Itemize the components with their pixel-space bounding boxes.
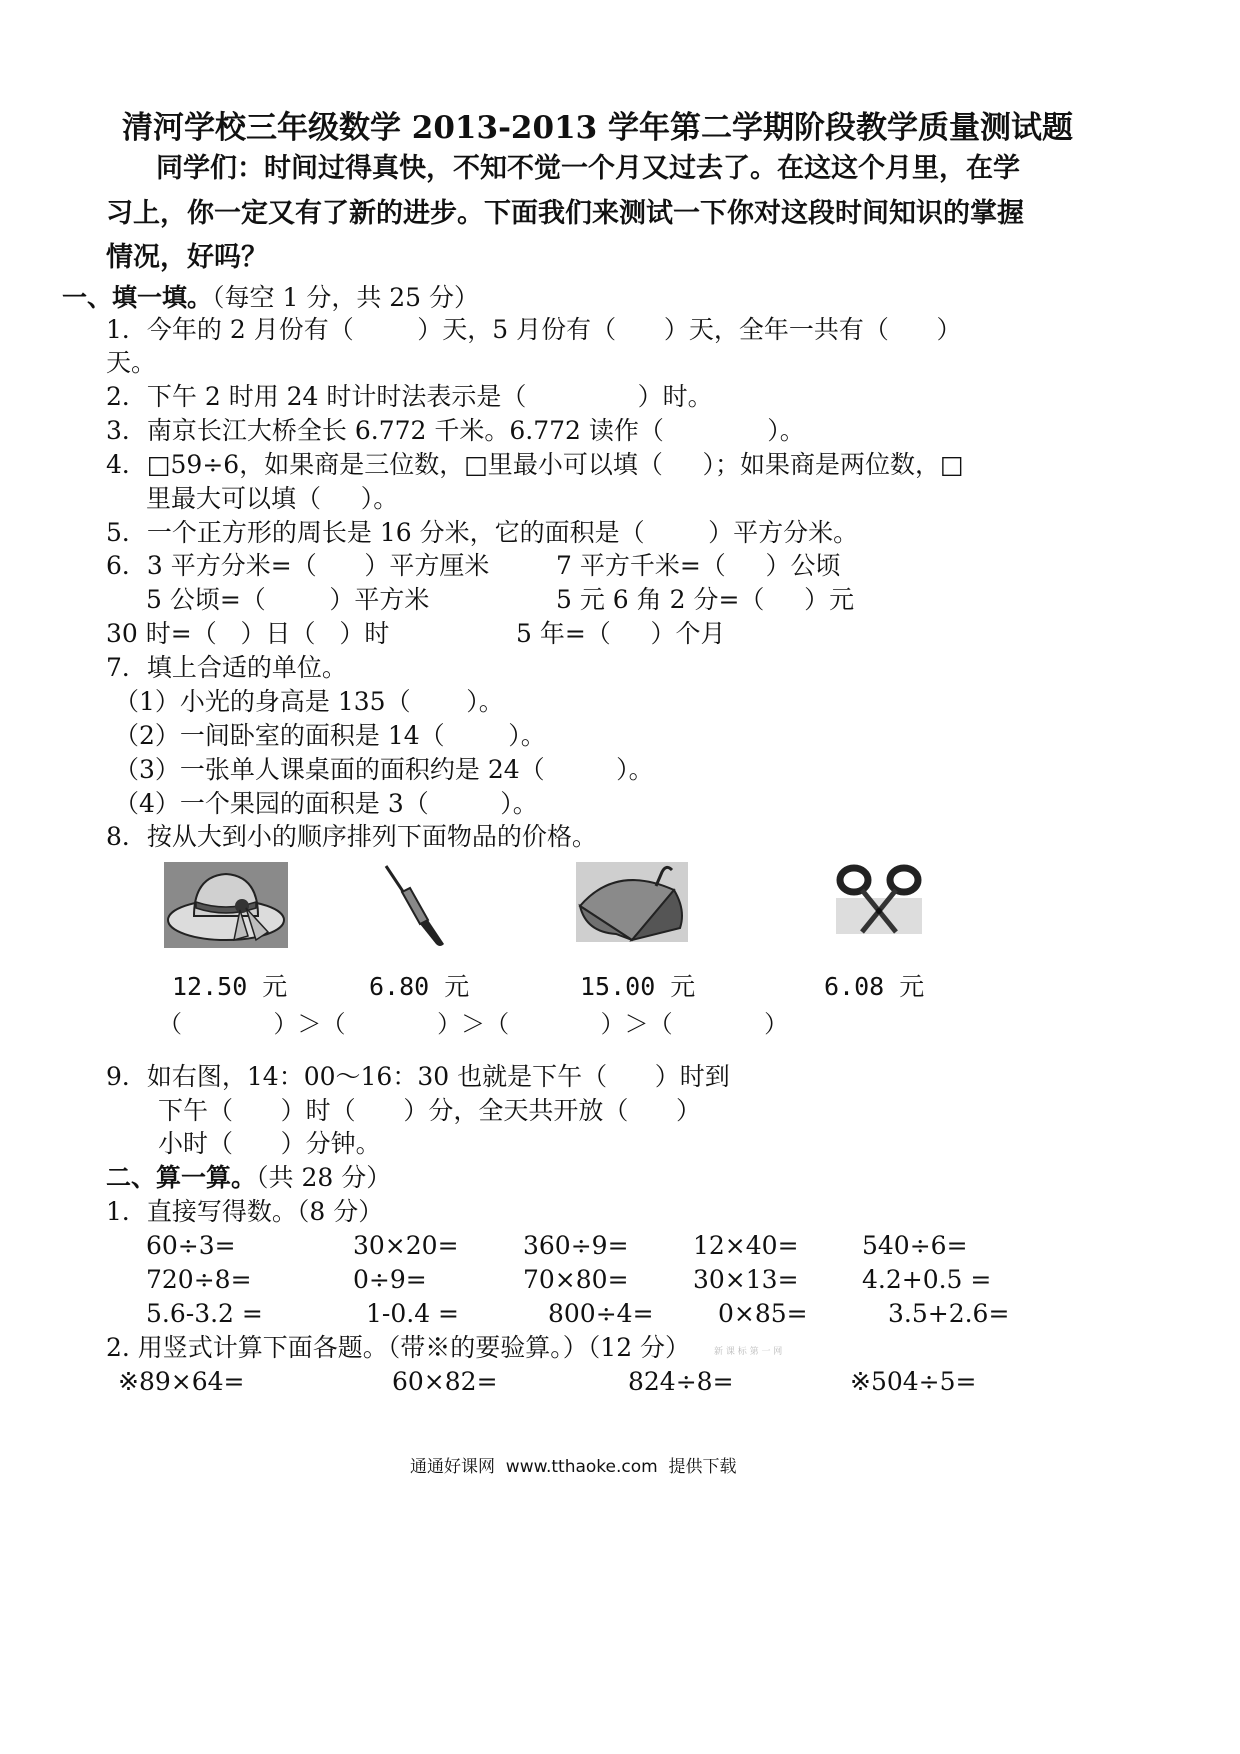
q6-f: 5 年=（ ）个月: [516, 619, 726, 648]
calc-r3-c3: 800÷4=: [548, 1299, 654, 1328]
q6-b: 7 平方千米=（ ）公顷: [556, 551, 841, 580]
footer-source: 通通好课网 www.tthaoke.com 提供下载: [410, 1457, 737, 1477]
mental-math-heading: 1．直接写得数。（8 分）: [106, 1197, 384, 1226]
calc-r3-c2: 1-0.4 =: [366, 1299, 460, 1328]
q3-line: 3．南京长江大桥全长 6.772 千米。6.772 读作（ ）。: [106, 416, 805, 445]
page-title: 清河学校三年级数学 2013-2013 学年第二学期阶段教学质量测试题: [122, 110, 1074, 146]
q7-1: （1）小光的身高是 135（ ）。: [114, 687, 504, 716]
section-1-heading: 一、填一填。（每空 1 分，共 25 分）: [62, 283, 480, 312]
calc-r3-c5: 3.5+2.6=: [888, 1299, 1010, 1328]
calc-r2-c5: 4.2+0.5 =: [862, 1265, 992, 1294]
calc-r2-c2: 0÷9=: [353, 1265, 427, 1294]
umbrella-icon: [576, 862, 688, 942]
calc-r2-c3: 70×80=: [523, 1265, 629, 1294]
q8-line: 8．按从大到小的顺序排列下面物品的价格。: [106, 822, 597, 851]
vertical-calc-4: ※504÷5=: [850, 1367, 977, 1396]
q9-line-3: 小时（ ）分钟。: [158, 1129, 381, 1158]
price-umbrella: 15.00 元: [580, 972, 696, 1001]
q7-3: （3）一张单人课桌面的面积约是 24（ ）。: [114, 755, 654, 784]
calc-r2-c1: 720÷8=: [146, 1265, 252, 1294]
price-paintbrush: 6.80 元: [369, 972, 470, 1001]
q6-d: 5 元 6 角 2 分=（ ）元: [556, 585, 855, 614]
calc-r3-c1: 5.6-3.2 =: [146, 1299, 263, 1328]
calc-r1-c3: 360÷9=: [523, 1231, 629, 1260]
calc-r1-c2: 30×20=: [353, 1231, 459, 1260]
q2-line: 2．下午 2 时用 24 时计时法表示是（ ）时。: [106, 382, 713, 411]
intro-line-3: 情况，好吗？: [106, 242, 268, 273]
section-2-heading: 二、算一算。（共 28 分）: [106, 1163, 392, 1192]
vertical-calc-2: 60×82=: [392, 1367, 498, 1396]
vertical-calc-heading: 2. 用竖式计算下面各题。（带※的要验算。）（12 分）: [106, 1333, 691, 1362]
q9-line-1: 9．如右图，14：00～16：30 也就是下午（ ）时到: [106, 1062, 730, 1091]
hat-icon: [164, 862, 288, 948]
q6-a: 6．3 平方分米=（ ）平方厘米: [106, 551, 490, 580]
price-scissors: 6.08 元: [824, 972, 925, 1001]
intro-line-2: 习上，你一定又有了新的进步。下面我们来测试一下你对这段时间知识的掌握: [106, 198, 1024, 229]
q5-line: 5．一个正方形的周长是 16 分米，它的面积是（ ）平方分米。: [106, 518, 859, 547]
q7-line: 7．填上合适的单位。: [106, 653, 347, 682]
price-order-line: （ ）＞（ ）＞（ ）＞（ ）: [158, 1010, 789, 1038]
vertical-calc-1: ※89×64=: [118, 1367, 245, 1396]
q6-c: 5 公顷=（ ）平方米: [146, 585, 430, 614]
scissors-icon: [836, 862, 922, 934]
calc-r1-c5: 540÷6=: [862, 1231, 968, 1260]
price-hat: 12.50 元: [172, 972, 288, 1001]
q1-line: 1．今年的 2 月份有（ ）天，5 月份有（ ）天，全年一共有（ ）: [106, 315, 962, 344]
intro-line-1: 同学们：时间过得真快，不知不觉一个月又过去了。在这这个月里，在学: [156, 153, 1020, 184]
calc-r1-c1: 60÷3=: [146, 1231, 236, 1260]
calc-r1-c4: 12×40=: [693, 1231, 799, 1260]
calc-r2-c4: 30×13=: [693, 1265, 799, 1294]
calc-r3-c4: 0×85=: [718, 1299, 808, 1328]
q9-line-2: 下午（ ）时（ ）分，全天共开放（ ）: [158, 1096, 702, 1125]
q1-line-cont: 天。: [106, 348, 157, 377]
paintbrush-icon: [380, 862, 450, 948]
q6-e: 30 时=（ ）日（ ）时: [106, 619, 390, 648]
q4-line-cont: 里最大可以填（ ）。: [146, 484, 399, 513]
vertical-calc-3: 824÷8=: [628, 1367, 734, 1396]
small-watermark-text: 新 课 标 第 一 网: [714, 1347, 783, 1357]
q4-line: 4．□59÷6，如果商是三位数，□里最小可以填（ ）；如果商是两位数，□: [106, 450, 964, 479]
q7-4: （4）一个果园的面积是 3（ ）。: [114, 789, 538, 818]
q7-2: （2）一间卧室的面积是 14（ ）。: [114, 721, 546, 750]
